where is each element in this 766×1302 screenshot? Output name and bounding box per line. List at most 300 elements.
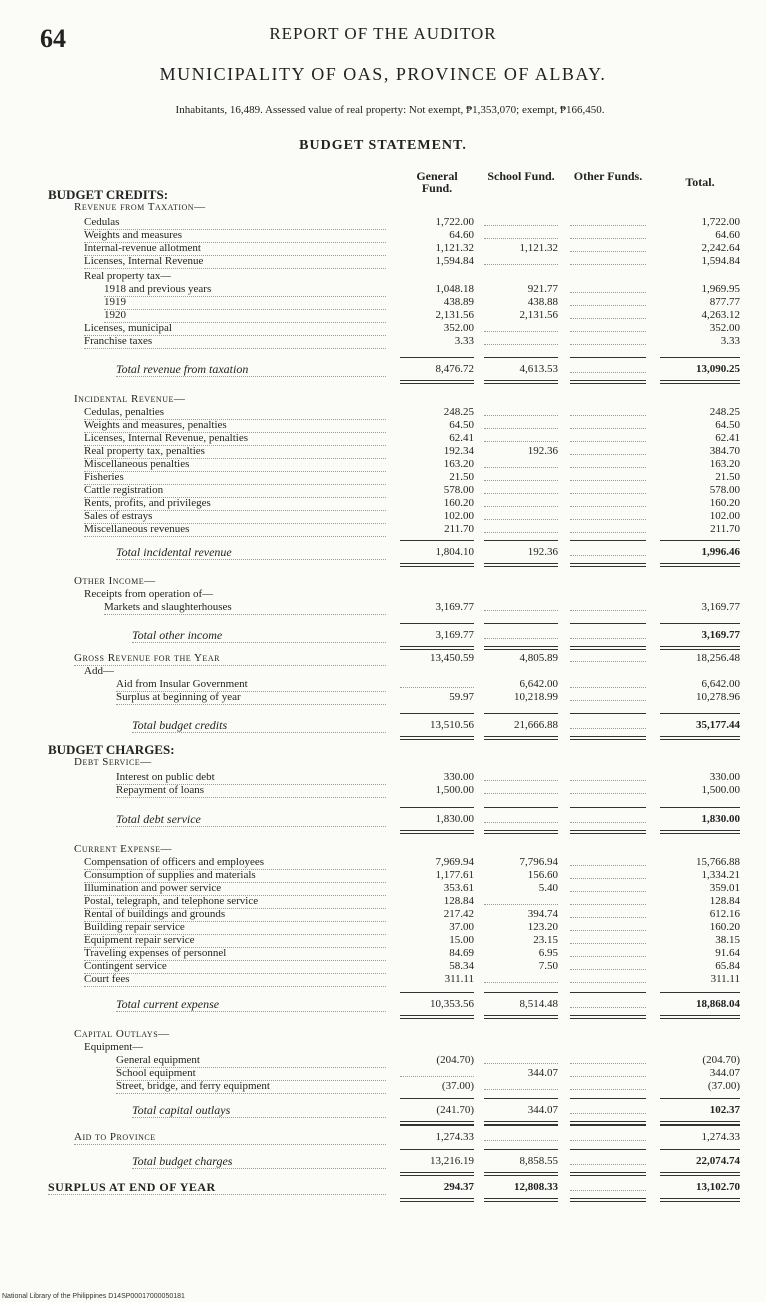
- blank-cell-oth: [570, 363, 646, 373]
- row-label: General equipment: [116, 1054, 386, 1068]
- row-label: Traveling expenses of personnel: [84, 947, 386, 961]
- table-row: [0, 575, 766, 588]
- cell-tot: (204.70): [702, 1054, 740, 1066]
- table-row: [0, 546, 766, 559]
- blank-cell-sch: [484, 322, 558, 332]
- table-row: [0, 743, 766, 756]
- sum-rule: [484, 1149, 558, 1150]
- sum-rule: [570, 623, 646, 624]
- cell-sch: 4,805.89: [519, 652, 558, 664]
- cell-sch: 10,218.99: [514, 691, 558, 703]
- cell-tot: 160.20: [709, 921, 740, 933]
- cell-gen: 1,594.84: [435, 255, 474, 267]
- cell-gen: 15.00: [449, 934, 474, 946]
- blank-cell-sch: [484, 255, 558, 265]
- blank-cell-oth: [570, 813, 646, 823]
- blank-cell-oth: [570, 1054, 646, 1064]
- table-row: [0, 1067, 766, 1080]
- running-head: REPORT OF THE AUDITOR: [269, 24, 497, 43]
- cell-tot: 3,169.77: [701, 629, 740, 641]
- row-label: Capital Outlays—: [74, 1028, 170, 1040]
- table-row: [0, 784, 766, 797]
- cell-sch: 8,858.55: [519, 1155, 558, 1167]
- blank-cell-sch: [484, 419, 558, 429]
- blank-cell-sch: [484, 784, 558, 794]
- table-row: [0, 229, 766, 242]
- table-row: [0, 419, 766, 432]
- cell-tot: 3.33: [720, 335, 740, 347]
- cell-tot: 38.15: [715, 934, 740, 946]
- sum-rule: [660, 1098, 740, 1099]
- blank-cell-oth: [570, 652, 646, 662]
- cell-gen: 311.11: [444, 973, 474, 985]
- subtitle: Inhabitants, 16,489. Assessed value of real property: Not exempt, ₱1,353,070; exempt, ₱166,450.: [175, 104, 605, 116]
- table-row: [0, 629, 766, 642]
- blank-cell-sch: [484, 229, 558, 239]
- cell-tot: 1,969.95: [701, 283, 740, 295]
- cell-gen: 3,169.77: [435, 601, 474, 613]
- blank-cell-sch: [484, 471, 558, 481]
- row-label: Postal, telegraph, and telephone service: [84, 895, 386, 909]
- cell-tot: 163.20: [709, 458, 740, 470]
- row-label: Aid from Insular Government: [116, 678, 386, 692]
- cell-sch: 21,666.88: [514, 719, 558, 731]
- cell-tot: 2,242.64: [701, 242, 740, 254]
- blank-cell-sch: [484, 813, 558, 823]
- cell-gen: 102.00: [443, 510, 474, 522]
- table-row: [0, 813, 766, 826]
- blank-cell-oth: [570, 1131, 646, 1141]
- blank-cell-oth: [570, 947, 646, 957]
- row-label: Repayment of loans: [116, 784, 386, 798]
- row-label: Equipment—: [84, 1041, 144, 1053]
- table-row: [0, 296, 766, 309]
- cell-tot: 128.84: [709, 895, 740, 907]
- row-label: Cedulas, penalties: [84, 406, 386, 420]
- row-label: Total current expense: [116, 998, 386, 1012]
- cell-gen: 294.37: [443, 1181, 474, 1193]
- row-label: Equipment repair service: [84, 934, 386, 948]
- row-label: Rents, profits, and privileges: [84, 497, 386, 511]
- cell-gen: 217.42: [443, 908, 474, 920]
- sum-rule: [660, 357, 740, 358]
- row-label: Consumption of supplies and materials: [84, 869, 386, 883]
- table-row: [0, 856, 766, 869]
- table-row: [0, 1041, 766, 1054]
- blank-cell-oth: [570, 960, 646, 970]
- cell-sch: 156.60: [527, 869, 558, 881]
- sum-rule: [660, 1175, 740, 1176]
- double-rule: [570, 563, 646, 567]
- blank-cell-sch: [484, 1131, 558, 1141]
- sum-rule: [400, 357, 474, 358]
- sum-rule: [400, 807, 474, 808]
- blank-cell-oth: [570, 998, 646, 1008]
- cell-tot: 4,263.12: [701, 309, 740, 321]
- cell-gen: 13,216.19: [430, 1155, 474, 1167]
- cell-sch: 438.88: [527, 296, 558, 308]
- blank-cell-sch: [484, 216, 558, 226]
- table-row: [0, 363, 766, 376]
- sum-rule: [570, 1175, 646, 1176]
- row-label: Markets and slaughterhouses: [104, 601, 386, 615]
- sum-rule: [660, 1125, 740, 1126]
- table-row: [0, 960, 766, 973]
- row-label: Licenses, Internal Revenue: [84, 255, 386, 269]
- row-label: Gross Revenue for the Year: [74, 652, 386, 666]
- double-rule: [484, 736, 558, 740]
- cell-gen: 37.00: [449, 921, 474, 933]
- row-label: 1918 and previous years: [104, 283, 386, 297]
- cell-gen: 438.89: [443, 296, 474, 308]
- sum-rule: [400, 1175, 474, 1176]
- blank-cell-oth: [570, 869, 646, 879]
- blank-cell-sch: [484, 1054, 558, 1064]
- blank-cell-oth: [570, 242, 646, 252]
- table-row: [0, 869, 766, 882]
- blank-cell-sch: [484, 484, 558, 494]
- sum-rule: [400, 646, 474, 647]
- row-label: Real property tax—: [84, 270, 172, 282]
- cell-gen: 84.69: [449, 947, 474, 959]
- table-row: [0, 934, 766, 947]
- footer-attribution: National Library of the Philippines D14SP00017000050181: [2, 1293, 185, 1300]
- cell-tot: 578.00: [709, 484, 740, 496]
- cell-tot: 3,169.77: [701, 601, 740, 613]
- cell-tot: 311.11: [710, 973, 740, 985]
- blank-cell-oth: [570, 406, 646, 416]
- cell-gen: 578.00: [443, 484, 474, 496]
- sum-rule: [660, 646, 740, 647]
- cell-tot: 10,278.96: [696, 691, 740, 703]
- cell-gen: 64.50: [449, 419, 474, 431]
- row-label: Total budget credits: [132, 719, 386, 733]
- blank-cell-oth: [570, 309, 646, 319]
- row-label: Other Income—: [74, 575, 156, 587]
- row-label: Total debt service: [116, 813, 386, 827]
- cell-tot: 22,074.74: [696, 1155, 740, 1167]
- cell-gen: 21.50: [449, 471, 474, 483]
- sum-rule: [570, 992, 646, 993]
- cell-tot: 6,642.00: [701, 678, 740, 690]
- cell-sch: 8,514.48: [519, 998, 558, 1010]
- cell-tot: 91.64: [715, 947, 740, 959]
- row-label: Rental of buildings and grounds: [84, 908, 386, 922]
- table-row: [0, 484, 766, 497]
- row-label: Compensation of officers and employees: [84, 856, 386, 870]
- row-label: Surplus at beginning of year: [116, 691, 386, 705]
- sum-rule: [484, 713, 558, 714]
- cell-gen: 1,121.32: [435, 242, 474, 254]
- blank-cell-oth: [570, 1181, 646, 1191]
- double-rule: [400, 1015, 474, 1019]
- sum-rule: [570, 1149, 646, 1150]
- blank-cell-oth: [570, 882, 646, 892]
- table-row: [0, 188, 766, 201]
- cell-tot: 211.70: [710, 523, 740, 535]
- column-header-general-fund: General Fund.: [416, 169, 458, 195]
- table-row: [0, 445, 766, 458]
- table-row: [0, 771, 766, 784]
- table-row: [0, 432, 766, 445]
- blank-cell-oth: [570, 771, 646, 781]
- cell-sch: 394.74: [527, 908, 558, 920]
- table-row: [0, 523, 766, 536]
- double-rule: [570, 830, 646, 834]
- page-number: 64: [40, 24, 66, 53]
- cell-gen: 13,450.59: [430, 652, 474, 664]
- cell-sch: 6,642.00: [519, 678, 558, 690]
- row-label: Total capital outlays: [132, 1104, 386, 1118]
- blank-cell-oth: [570, 1080, 646, 1090]
- table-row: [0, 309, 766, 322]
- table-row: [0, 335, 766, 348]
- cell-tot: 62.41: [715, 432, 740, 444]
- cell-tot: 330.00: [709, 771, 740, 783]
- double-rule: [400, 563, 474, 567]
- blank-cell-oth: [570, 895, 646, 905]
- blank-cell-oth: [570, 255, 646, 265]
- sum-rule: [400, 992, 474, 993]
- row-label: Incidental Revenue—: [74, 393, 186, 405]
- cell-tot: 1,830.00: [701, 813, 740, 825]
- table-row: [0, 1131, 766, 1144]
- cell-tot: 1,334.21: [701, 869, 740, 881]
- cell-sch: 2,131.56: [519, 309, 558, 321]
- table-row: [0, 691, 766, 704]
- sum-rule: [484, 1098, 558, 1099]
- cell-tot: 21.50: [715, 471, 740, 483]
- cell-sch: 7.50: [538, 960, 558, 972]
- double-rule: [400, 380, 474, 384]
- blank-cell-oth: [570, 296, 646, 306]
- sum-rule: [570, 1125, 646, 1126]
- blank-cell-oth: [570, 601, 646, 611]
- double-rule: [484, 380, 558, 384]
- cell-tot: 352.00: [709, 322, 740, 334]
- blank-cell-sch: [484, 523, 558, 533]
- cell-tot: 384.70: [709, 445, 740, 457]
- cell-gen: 1,722.00: [435, 216, 474, 228]
- table-row: [0, 756, 766, 769]
- cell-gen: 3,169.77: [435, 629, 474, 641]
- cell-tot: 65.84: [715, 960, 740, 972]
- cell-tot: 35,177.44: [696, 719, 740, 731]
- page-title: MUNICIPALITY OF OAS, PROVINCE OF ALBAY.: [159, 64, 607, 84]
- blank-cell-oth: [570, 629, 646, 639]
- blank-cell-sch: [484, 1080, 558, 1090]
- column-header-total: Total.: [685, 175, 715, 189]
- row-label: Interest on public debt: [116, 771, 386, 785]
- sum-rule: [570, 540, 646, 541]
- cell-sch: 192.36: [527, 445, 558, 457]
- row-label: Add—: [84, 665, 114, 677]
- sum-rule: [484, 623, 558, 624]
- cell-tot: 160.20: [709, 497, 740, 509]
- blank-cell-gen: [400, 1067, 474, 1077]
- cell-tot: 1,722.00: [701, 216, 740, 228]
- cell-sch: 12,808.33: [514, 1181, 558, 1193]
- cell-sch: 5.40: [538, 882, 558, 894]
- blank-cell-oth: [570, 283, 646, 293]
- table-row: [0, 322, 766, 335]
- cell-gen: 211.70: [444, 523, 474, 535]
- row-label: Licenses, municipal: [84, 322, 386, 336]
- cell-tot: 13,090.25: [696, 363, 740, 375]
- cell-gen: 192.34: [443, 445, 474, 457]
- double-rule: [484, 1015, 558, 1019]
- cell-gen: 58.34: [449, 960, 474, 972]
- cell-sch: 6.95: [538, 947, 558, 959]
- table-row: [0, 1054, 766, 1067]
- blank-cell-oth: [570, 445, 646, 455]
- cell-tot: 1,274.33: [701, 1131, 740, 1143]
- table-row: [0, 882, 766, 895]
- cell-tot: 15,766.88: [696, 856, 740, 868]
- sum-rule: [400, 1098, 474, 1099]
- sum-rule: [660, 807, 740, 808]
- cell-gen: 8,476.72: [435, 363, 474, 375]
- table-row: [0, 471, 766, 484]
- cell-tot: 64.50: [715, 419, 740, 431]
- table-row: [0, 921, 766, 934]
- blank-cell-oth: [570, 432, 646, 442]
- column-header-other-funds: Other Funds.: [573, 169, 643, 183]
- blank-cell-oth: [570, 908, 646, 918]
- cell-tot: 102.37: [709, 1104, 740, 1116]
- blank-cell-sch: [484, 771, 558, 781]
- blank-cell-oth: [570, 229, 646, 239]
- cell-tot: 64.60: [715, 229, 740, 241]
- table-row: [0, 1155, 766, 1168]
- row-label: Miscellaneous penalties: [84, 458, 386, 472]
- table-row: [0, 406, 766, 419]
- table-row: [0, 510, 766, 523]
- sum-rule: [400, 713, 474, 714]
- row-label: Street, bridge, and ferry equipment: [116, 1080, 386, 1094]
- table-row: [0, 283, 766, 296]
- sum-rule: [660, 713, 740, 714]
- double-rule: [660, 736, 740, 740]
- row-label: SURPLUS AT END OF YEAR: [48, 1181, 386, 1195]
- row-label: Total incidental revenue: [116, 546, 386, 560]
- cell-gen: 1,500.00: [435, 784, 474, 796]
- table-row: [0, 216, 766, 229]
- blank-cell-oth: [570, 458, 646, 468]
- row-label: Debt Service—: [74, 756, 152, 768]
- table-row: [0, 678, 766, 691]
- double-rule: [484, 563, 558, 567]
- double-rule: [484, 1198, 558, 1202]
- cell-gen: (37.00): [441, 1080, 474, 1092]
- sum-rule: [660, 540, 740, 541]
- row-label: Sales of estrays: [84, 510, 386, 524]
- blank-cell-oth: [570, 691, 646, 701]
- blank-cell-oth: [570, 484, 646, 494]
- row-label: Total budget charges: [132, 1155, 386, 1169]
- sum-rule: [400, 1149, 474, 1150]
- table-row: [0, 255, 766, 268]
- double-rule: [660, 830, 740, 834]
- cell-gen: 1,804.10: [435, 546, 474, 558]
- cell-gen: 330.00: [443, 771, 474, 783]
- double-rule: [570, 736, 646, 740]
- sum-rule: [660, 1149, 740, 1150]
- table-row: [0, 497, 766, 510]
- cell-gen: 160.20: [443, 497, 474, 509]
- row-label: Licenses, Internal Revenue, penalties: [84, 432, 386, 446]
- table-row: [0, 1080, 766, 1093]
- blank-cell-sch: [484, 458, 558, 468]
- row-label: Aid to Province: [74, 1131, 386, 1145]
- statement-title: BUDGET STATEMENT.: [299, 138, 467, 153]
- cell-tot: 1,500.00: [701, 784, 740, 796]
- cell-gen: 3.33: [454, 335, 474, 347]
- cell-tot: 877.77: [709, 296, 740, 308]
- table-row: [0, 998, 766, 1011]
- row-label: Receipts from operation of—: [84, 588, 214, 600]
- cell-gen: 128.84: [443, 895, 474, 907]
- sum-rule: [484, 540, 558, 541]
- table-row: [0, 908, 766, 921]
- row-label: Court fees: [84, 973, 386, 987]
- row-label: 1920: [104, 309, 386, 323]
- sum-rule: [400, 623, 474, 624]
- cell-tot: 102.00: [709, 510, 740, 522]
- blank-cell-oth: [570, 678, 646, 688]
- double-rule: [484, 830, 558, 834]
- cell-sch: 344.07: [527, 1067, 558, 1079]
- table-row: [0, 1104, 766, 1117]
- cell-tot: 1,594.84: [701, 255, 740, 267]
- row-label: Cedulas: [84, 216, 386, 230]
- row-label: Contingent service: [84, 960, 386, 974]
- row-label: Illumination and power service: [84, 882, 386, 896]
- sum-rule: [570, 713, 646, 714]
- double-rule: [400, 1198, 474, 1202]
- cell-sch: 921.77: [527, 283, 558, 295]
- row-label: Cattle registration: [84, 484, 386, 498]
- sum-rule: [660, 992, 740, 993]
- double-rule: [400, 830, 474, 834]
- row-label: Franchise taxes: [84, 335, 386, 349]
- table-row: [0, 242, 766, 255]
- blank-cell-oth: [570, 1104, 646, 1114]
- blank-cell-oth: [570, 471, 646, 481]
- sum-rule: [570, 357, 646, 358]
- cell-gen: (204.70): [436, 1054, 474, 1066]
- table-row: [0, 393, 766, 406]
- row-label: BUDGET CREDITS:: [48, 188, 169, 201]
- cell-gen: 10,353.56: [430, 998, 474, 1010]
- blank-cell-oth: [570, 921, 646, 931]
- blank-cell-oth: [570, 1155, 646, 1165]
- row-label: Total other income: [132, 629, 386, 643]
- row-label: School equipment: [116, 1067, 386, 1081]
- cell-sch: 192.36: [527, 546, 558, 558]
- row-label: Miscellaneous revenues: [84, 523, 386, 537]
- blank-cell-sch: [484, 510, 558, 520]
- blank-cell-oth: [570, 856, 646, 866]
- cell-tot: (37.00): [707, 1080, 740, 1092]
- blank-cell-sch: [484, 335, 558, 345]
- table-row: [0, 601, 766, 614]
- double-rule: [400, 736, 474, 740]
- cell-gen: 62.41: [449, 432, 474, 444]
- double-rule: [570, 1015, 646, 1019]
- sum-rule: [484, 992, 558, 993]
- cell-gen: 1,830.00: [435, 813, 474, 825]
